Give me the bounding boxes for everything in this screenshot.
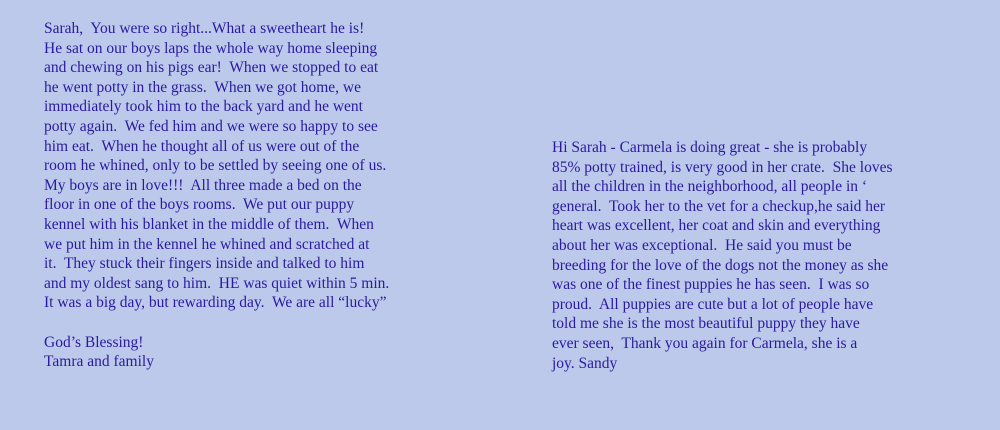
- letter-line: 85% potty trained, is very good in her crate. She loves: [552, 158, 893, 176]
- paragraph-gap: [44, 313, 389, 333]
- letter-line: him eat. When he thought all of us were out of the: [44, 137, 360, 155]
- letter-closing: God’s Blessing!: [44, 333, 144, 351]
- letter-line: My boys are in love!!! All three made a bed on the: [44, 176, 362, 194]
- letter-line: heart was excellent, her coat and skin and everything: [552, 217, 881, 235]
- letter-line: and chewing on his pigs ear! When we stopped to eat: [44, 59, 379, 77]
- letter-line: Sarah, You were so right...What a sweetheart he is!: [44, 20, 365, 37]
- letter-line: joy. Sandy: [552, 354, 618, 372]
- letter-line: it. They stuck their fingers inside and talked to him: [44, 255, 365, 273]
- letter-line: was one of the finest puppies he has seen. I was so: [552, 276, 870, 294]
- testimonial-letter-sandy: [552, 138, 893, 373]
- letter-line: immediately took him to the back yard and he went: [44, 98, 363, 116]
- letter-line: about her was exceptional. He said you must be: [552, 236, 852, 254]
- letter-line: he went potty in the grass. When we got home, we: [44, 78, 361, 96]
- letter-line: we put him in the kennel he whined and scratched at: [44, 235, 370, 253]
- letter-line: Hi Sarah - Carmela is doing great - she is probably: [552, 139, 868, 156]
- letter-line: general. Took her to the vet for a checkup,he said her: [552, 197, 886, 215]
- letter-line: floor in one of the boys rooms. We put our puppy: [44, 196, 355, 214]
- letter-line: breeding for the love of the dogs not the money as she: [552, 256, 889, 274]
- letter-line: and my oldest sang to him. HE was quiet within 5 min.: [44, 274, 390, 292]
- letter-line: He sat on our boys laps the whole way home sleeping: [44, 39, 378, 57]
- letter-line: all the children in the neighborhood, all people in ‘: [552, 178, 868, 196]
- letter-signature: Tamra and family: [44, 353, 154, 371]
- letter-line: proud. All puppies are cute but a lot of people have: [552, 295, 874, 313]
- letter-line: ever seen, Thank you again for Carmela, she is a: [552, 334, 858, 352]
- letter-line: potty again. We fed him and we were so happy to see: [44, 117, 378, 135]
- letter-line: room he whined, only to be settled by seeing one of us.: [44, 157, 387, 175]
- testimonial-letter-tamra: [44, 19, 389, 372]
- letter-line: kennel with his blanket in the middle of them. When: [44, 215, 374, 233]
- letter-line: told me she is the most beautiful puppy they have: [552, 315, 860, 333]
- letter-line: It was a big day, but rewarding day. We are all “lucky”: [44, 294, 387, 312]
